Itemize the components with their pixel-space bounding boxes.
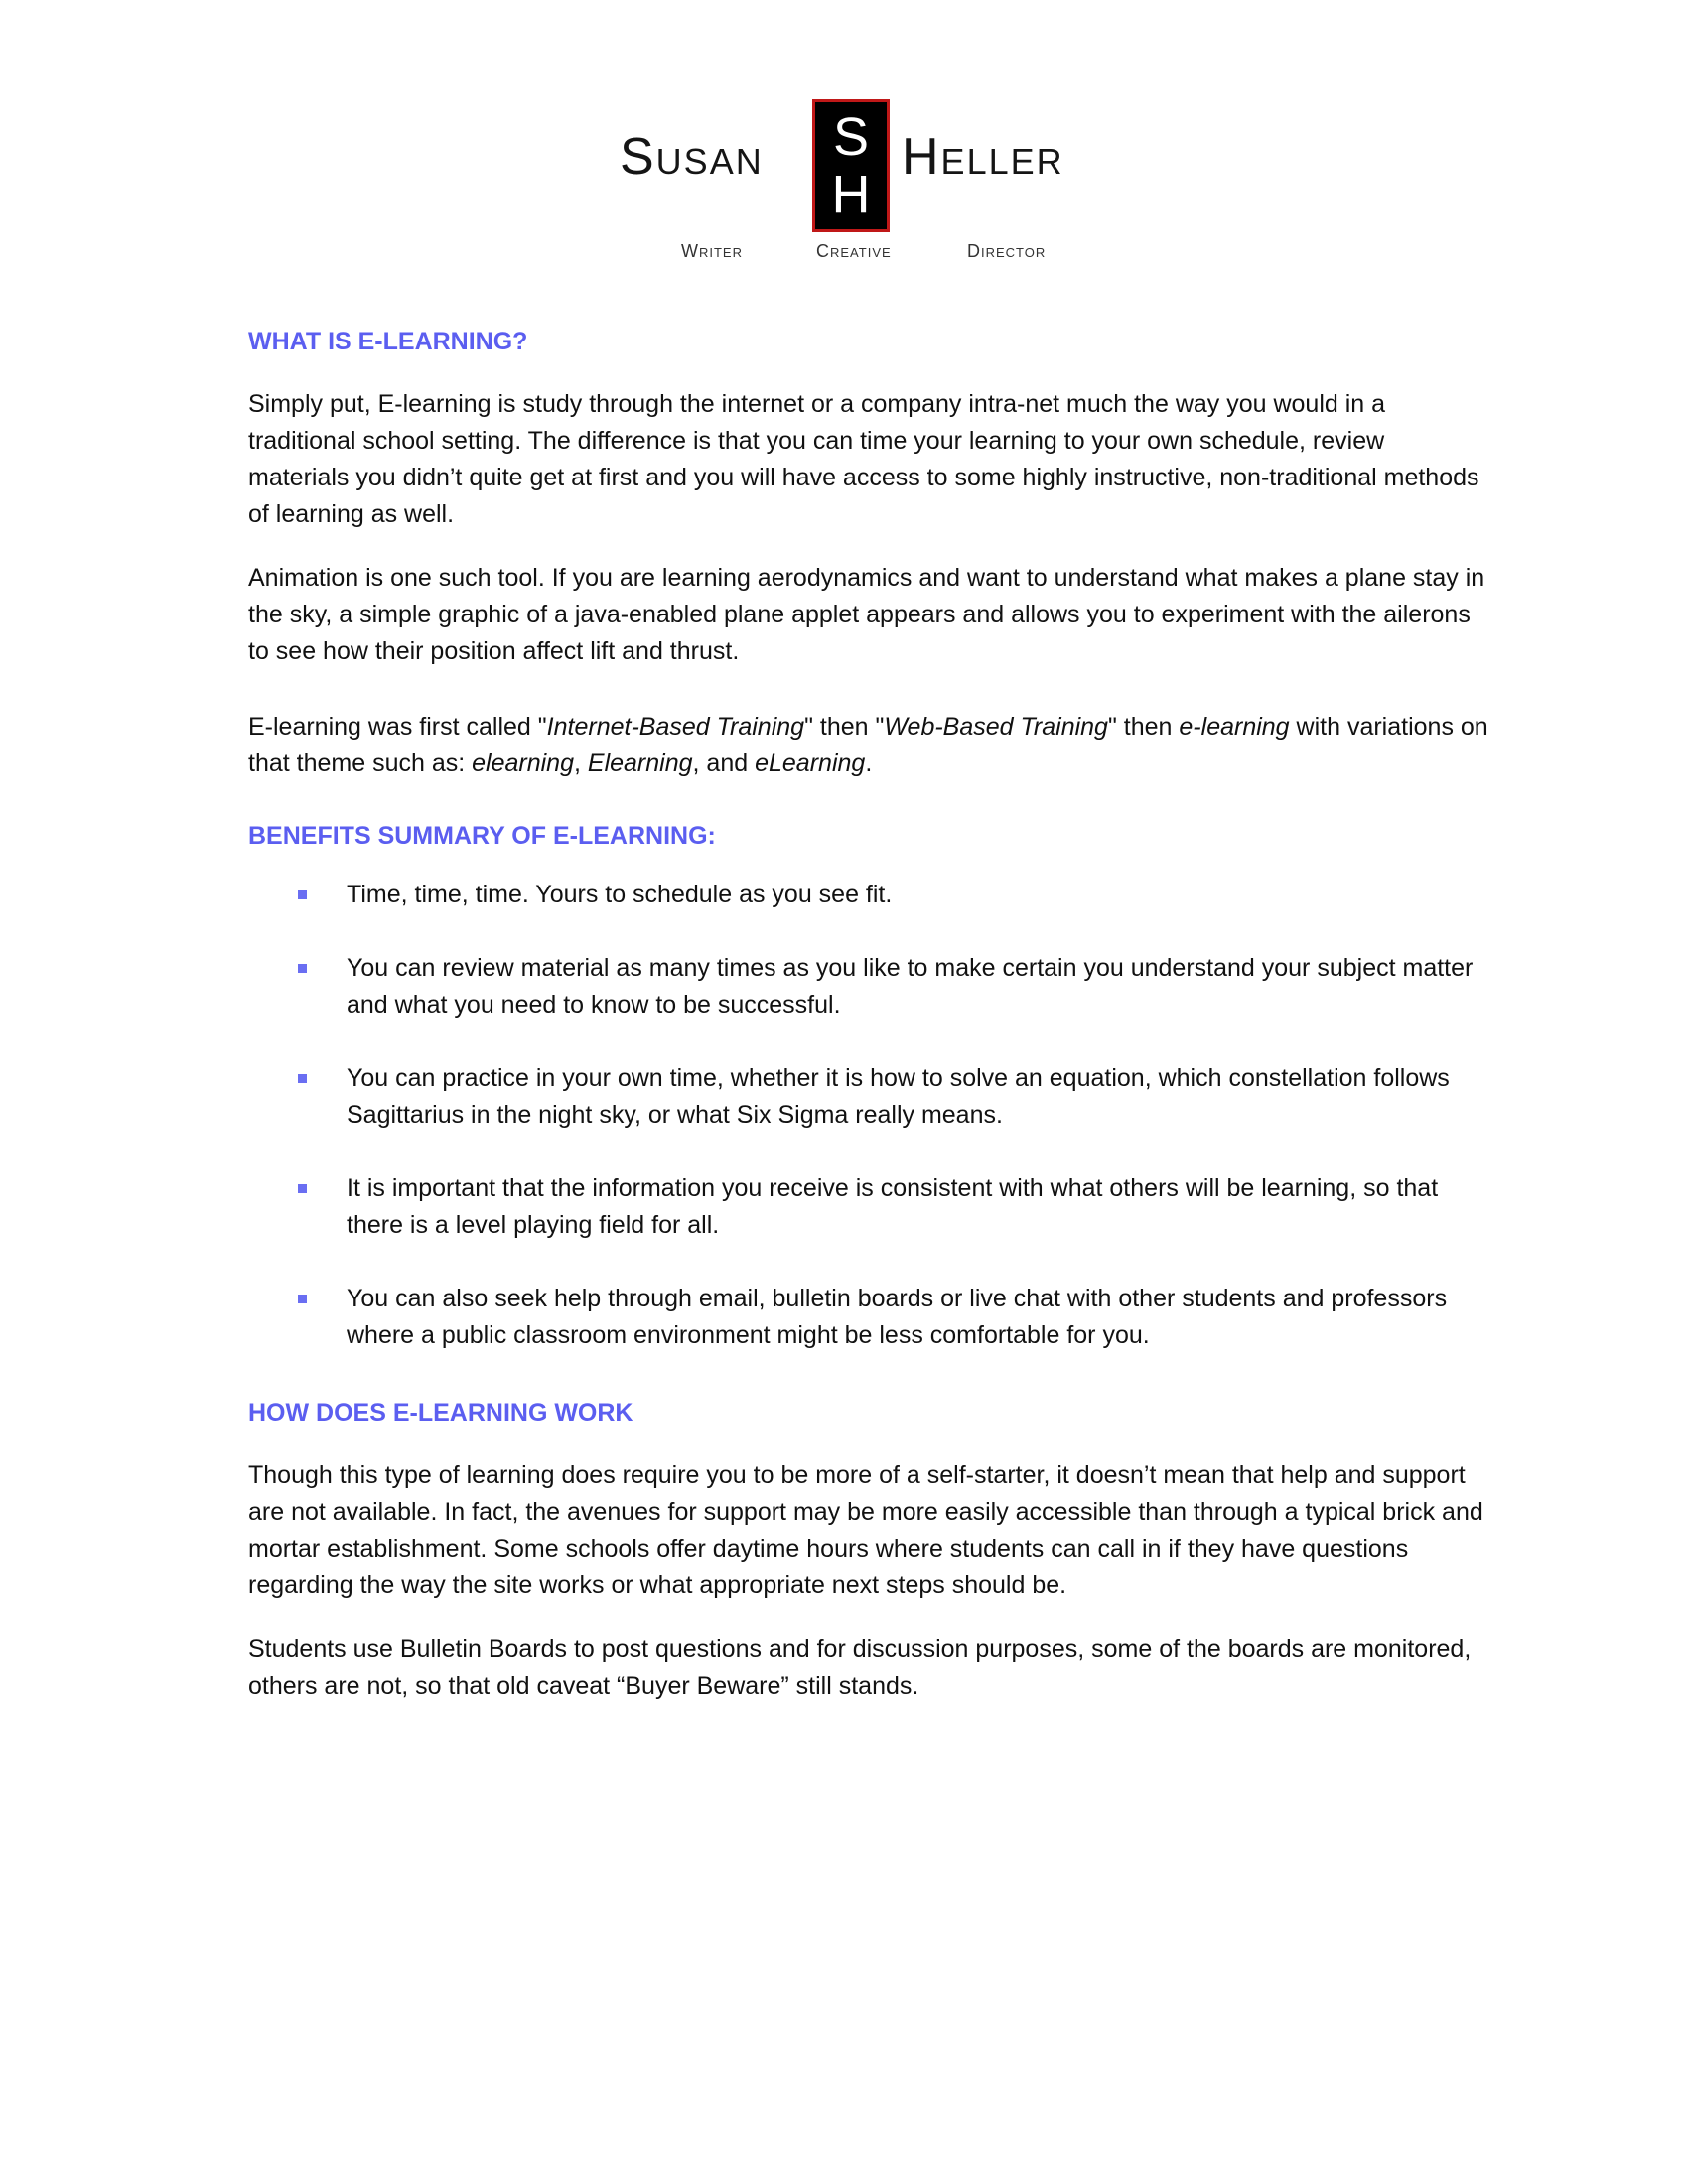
heading-benefits-summary: BENEFITS SUMMARY OF E-LEARNING: xyxy=(248,822,716,850)
square-bullet-icon xyxy=(298,964,307,973)
heading-what-is-elearning: WHAT IS E-LEARNING? xyxy=(248,328,528,355)
paragraph-bulletin-boards: Students use Bulletin Boards to post questions and for discussion purposes, some of the boards are monitored, others are not, so that old caveat “Buyer Beware” still stands. xyxy=(248,1635,1472,1700)
benefit-item xyxy=(248,1170,1489,1244)
monogram-top-letter: S xyxy=(832,107,870,167)
term-e-learning: e-learning xyxy=(1179,713,1290,741)
benefit-text: Time, time, time. Yours to schedule as you see fit. xyxy=(347,881,893,908)
benefit-item xyxy=(248,1060,1489,1134)
square-bullet-icon xyxy=(298,1074,307,1083)
benefit-text: You can practice in your own time, whether it is how to solve an equation, which constellation follows Sagittarius in the night sky, or what Six Sigma really means. xyxy=(347,1064,1450,1129)
paragraph-definition: Simply put, E-learning is study through the internet or a company intra-net much the way you would in a traditional school setting. The difference is that you can time your learning to your own schedule, review materials you didn’t quite get at first and you will have access to some highly instructive, non-traditional methods of learning as well. xyxy=(248,390,1479,528)
letterhead-logo xyxy=(0,0,1688,278)
term-web-based-training: Web-Based Training xyxy=(884,713,1108,741)
square-bullet-icon xyxy=(298,1184,307,1193)
benefit-text: It is important that the information you receive is consistent with what others will be learning, so that there is a level playing field for all. xyxy=(347,1174,1439,1239)
monogram-bottom-letter: H xyxy=(831,165,871,224)
square-bullet-icon xyxy=(298,890,307,899)
benefit-item xyxy=(248,877,1489,913)
benefit-item xyxy=(248,1281,1489,1354)
heading-how-does-elearning-work: HOW DOES E-LEARNING WORK xyxy=(248,1399,633,1427)
paragraph-support: Though this type of learning does require you to be more of a self-starter, it doesn’t mean that help and support are not available. In fact, the avenues for support may be more easily accessible than through a typical brick and mortar establishment. Some schools offer daytime hours where students can call in if they have questions regarding the way the site works or what appropriate next steps should be. xyxy=(248,1461,1483,1599)
term-internet-based-training: Internet-Based Training xyxy=(546,713,805,741)
term-elearning-capital: Elearning xyxy=(587,750,693,777)
benefits-list xyxy=(248,877,1489,1354)
logo-first-name: Susan xyxy=(620,128,764,186)
paragraph-animation: Animation is one such tool. If you are learning aerodynamics and want to understand what makes a plane stay in the sky, a simple graphic of a java-enabled plane applet appears and allows you to experiment with the ailerons to see how their position affect lift and thrust. xyxy=(248,564,1485,665)
tagline-creative: Creative xyxy=(816,241,892,261)
benefit-text: You can also seek help through email, bulletin boards or live chat with other students and professors where a public classroom environment might be less comfortable for you. xyxy=(347,1285,1448,1349)
document-body xyxy=(248,324,1489,1705)
benefit-text: You can review material as many times as you like to make certain you understand your subject matter and what you need to know to be successful. xyxy=(347,954,1474,1019)
paragraph-naming-history: E-learning was first called "Internet-Based Training" then "Web-Based Training" then e-learning with variations on that theme such as: elearning, Elearning, and eLearning. xyxy=(248,713,1488,777)
term-elearning-camel: eLearning xyxy=(755,750,866,777)
benefit-item xyxy=(248,950,1489,1024)
term-elearning: elearning xyxy=(472,750,574,777)
tagline-director: Director xyxy=(967,241,1047,261)
logo-last-name: Heller xyxy=(902,128,1064,186)
monogram-box xyxy=(812,99,890,232)
square-bullet-icon xyxy=(298,1295,307,1303)
tagline-writer: Writer xyxy=(681,241,743,261)
